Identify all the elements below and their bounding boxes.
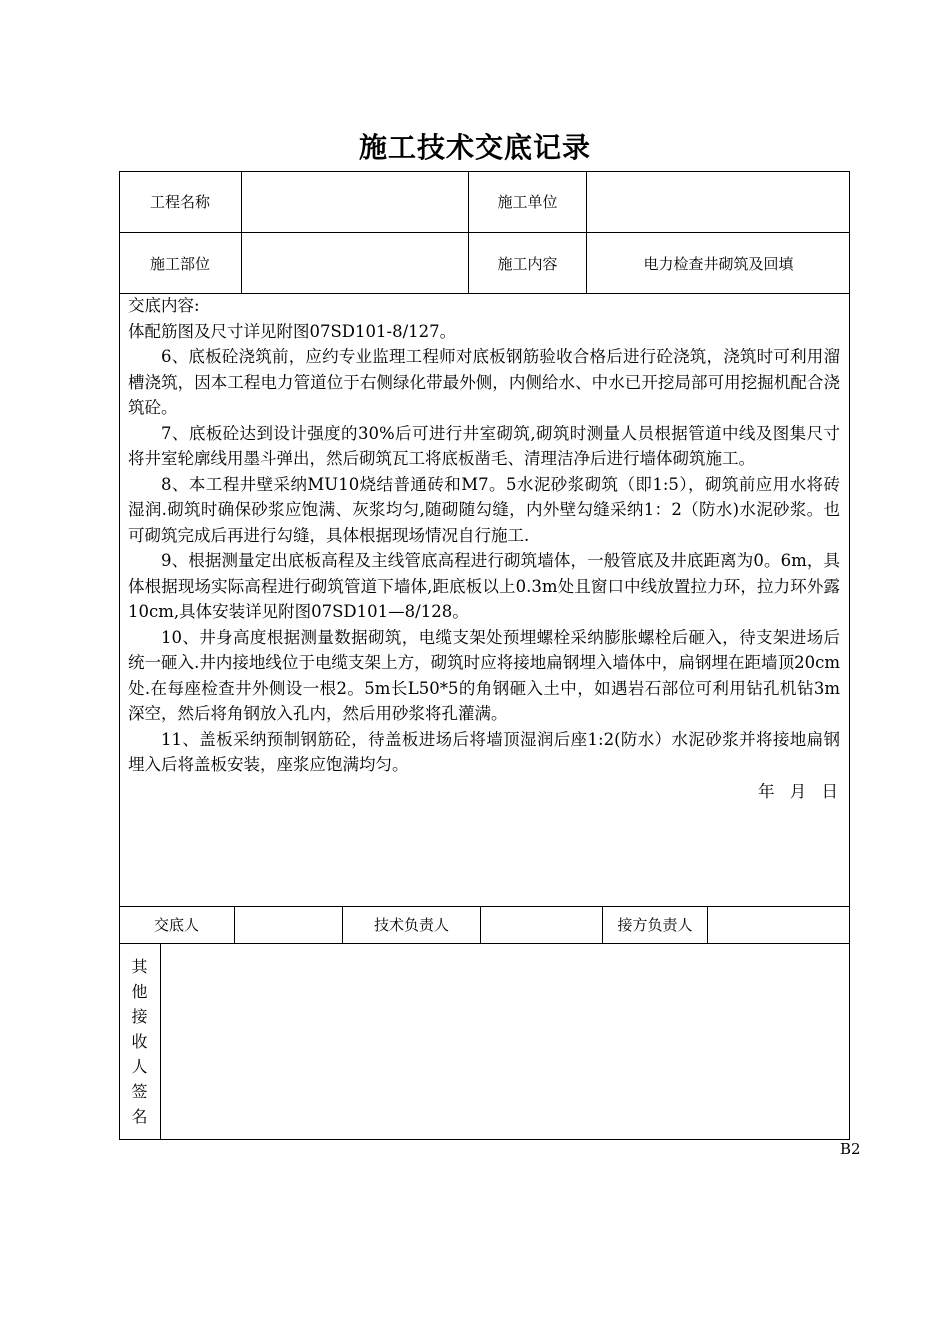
handover-person-field[interactable] bbox=[235, 906, 342, 943]
construction-unit-field[interactable] bbox=[587, 171, 850, 232]
label-char: 他 bbox=[131, 982, 148, 1001]
label-char: 收 bbox=[131, 1032, 148, 1051]
page-title: 施工技术交底记录 bbox=[358, 131, 591, 164]
handover-person-label: 交底人 bbox=[153, 916, 199, 934]
content-paragraph: 9、根据测量定出底板高程及主线管底高程进行砌筑墙体，一般管底及井底距离为0。6m，具体根据现场实际高程进行砌筑管道下墙体,距底板以上0.3m处且窗口中线放置拉力环，拉力环外露10cm,具体安装详见附图07SD101—8/128。 bbox=[128, 551, 840, 621]
receiver-lead-label: 接方负责人 bbox=[617, 916, 693, 934]
project-name-label: 工程名称 bbox=[149, 193, 210, 211]
label-char: 人 bbox=[131, 1057, 148, 1076]
construction-part-label: 施工部位 bbox=[149, 254, 210, 273]
content-paragraph: 10、井身高度根据测量数据砌筑，电缆支架处预埋螺栓采纳膨胀螺栓后砸入，待支架进场后统一砸入.井内接地线位于电缆支架上方，砌筑时应将接地扁钢埋入墙体中，扁钢埋在距墙顶20cm处.在每座检查井外侧设一根2。5m长L50*5的角钢砸入土中，如遇岩石部位可利用钻孔机钻3m深空，然后将角钢放入孔内，然后用砂浆将孔灌满。 bbox=[128, 627, 840, 723]
construction-part-field[interactable] bbox=[242, 233, 468, 293]
tech-lead-field[interactable] bbox=[481, 906, 602, 943]
tech-lead-label: 技术负责人 bbox=[373, 916, 449, 934]
other-receivers-signature-field[interactable] bbox=[161, 944, 850, 1140]
content-paragraph: 11、盖板采纳预制钢筋砼，待盖板进场后将墙顶湿润后座1:2(防水）水泥砂浆并将接地扁钢埋入后将盖板安装，座浆应饱满均匀。 bbox=[128, 729, 840, 774]
content-intro: 体配筋图及尺寸详见附图07SD101-8/127。 bbox=[128, 321, 457, 341]
content-paragraph: 7、底板砼达到设计强度的30%后可进行井室砌筑,砌筑时测量人员根据管道中线及图集尺寸将井室轮廓线用墨斗弹出，然后砌筑瓦工将底板凿毛、清理洁净后进行墙体砌筑施工。 bbox=[128, 423, 840, 468]
label-char: 其 bbox=[131, 957, 148, 976]
content-heading: 交底内容: bbox=[128, 296, 200, 315]
receiver-lead-field[interactable] bbox=[708, 906, 850, 943]
label-char: 名 bbox=[131, 1107, 148, 1126]
label-char: 签 bbox=[131, 1082, 148, 1101]
content-paragraph: 6、底板砼浇筑前，应约专业监理工程师对底板钢筋验收合格后进行砼浇筑，浇筑时可利用溜槽浇筑，因本工程电力管道位于右侧绿化带最外侧，内侧给水、中水已开挖局部可用挖掘机配合浇筑砼。 bbox=[128, 347, 840, 417]
construction-content-label: 施工内容 bbox=[497, 254, 558, 273]
disclosure-content bbox=[128, 293, 840, 804]
project-name-field[interactable] bbox=[242, 171, 468, 232]
content-paragraph: 8、本工程井壁采纳MU10烧结普通砖和M7。5水泥砂浆砌筑（即1:5），砌筑前应用水将砖湿润.砌筑时确保砂浆应饱满、灰浆均匀,随砌随勾缝，内外壁勾缝采纳1：2（防水)水泥砂浆。也可砌筑完成后再进行勾缝，具体根据现场情况自行施工. bbox=[128, 474, 840, 545]
date-line: 年 月 日 bbox=[758, 781, 838, 801]
label-char: 接 bbox=[131, 1007, 148, 1026]
construction-content-value[interactable]: 电力检查井砌筑及回填 bbox=[643, 254, 794, 273]
construction-unit-label: 施工单位 bbox=[497, 193, 558, 211]
page-code: B2 bbox=[840, 1140, 861, 1158]
other-receivers-label bbox=[119, 954, 160, 1129]
